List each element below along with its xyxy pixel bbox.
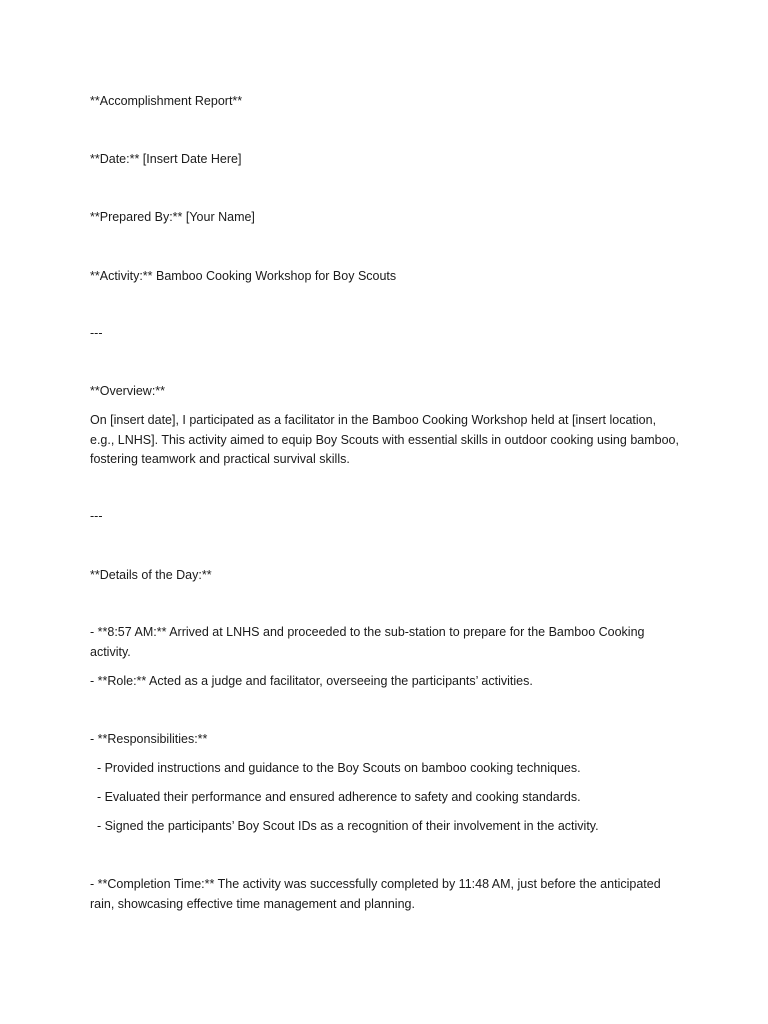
- report-title: **Accomplishment Report**: [90, 94, 243, 108]
- prepared-by-line: **Prepared By:** [Your Name]: [90, 210, 255, 224]
- separator: ---: [90, 326, 103, 340]
- overview-paragraph: On [insert date], I participated as a facilitator in the Bamboo Cooking Workshop held at [insert location, e.g., LNHS]. This activity aimed to equip Boy Scouts with essential skills in outdoor cooking using bamboo, fostering teamwork and practical survival skills.: [90, 413, 683, 466]
- responsibility-item: - Evaluated their performance and ensured adherence to safety and cooking standards.: [90, 790, 581, 804]
- separator: ---: [90, 509, 103, 523]
- responsibility-item: - Provided instructions and guidance to the Boy Scouts on bamboo cooking techniques.: [90, 761, 581, 775]
- arrival-item: - **8:57 AM:** Arrived at LNHS and proceeded to the sub-station to prepare for the Bamboo Cooking activity.: [90, 625, 648, 659]
- details-heading: **Details of the Day:**: [90, 568, 212, 582]
- activity-line: **Activity:** Bamboo Cooking Workshop for Boy Scouts: [90, 269, 397, 283]
- role-item: - **Role:** Acted as a judge and facilitator, overseeing the participants’ activities.: [90, 674, 533, 688]
- responsibilities-heading: - **Responsibilities:**: [90, 732, 208, 746]
- completion-item: - **Completion Time:** The activity was successfully completed by 11:48 AM, just before the anticipated rain, showcasing effective time management and planning.: [90, 877, 665, 911]
- date-line: **Date:** [Insert Date Here]: [90, 152, 242, 166]
- overview-heading: **Overview:**: [90, 384, 166, 398]
- responsibility-item: - Signed the participants’ Boy Scout IDs as a recognition of their involvement in the activity.: [90, 819, 599, 833]
